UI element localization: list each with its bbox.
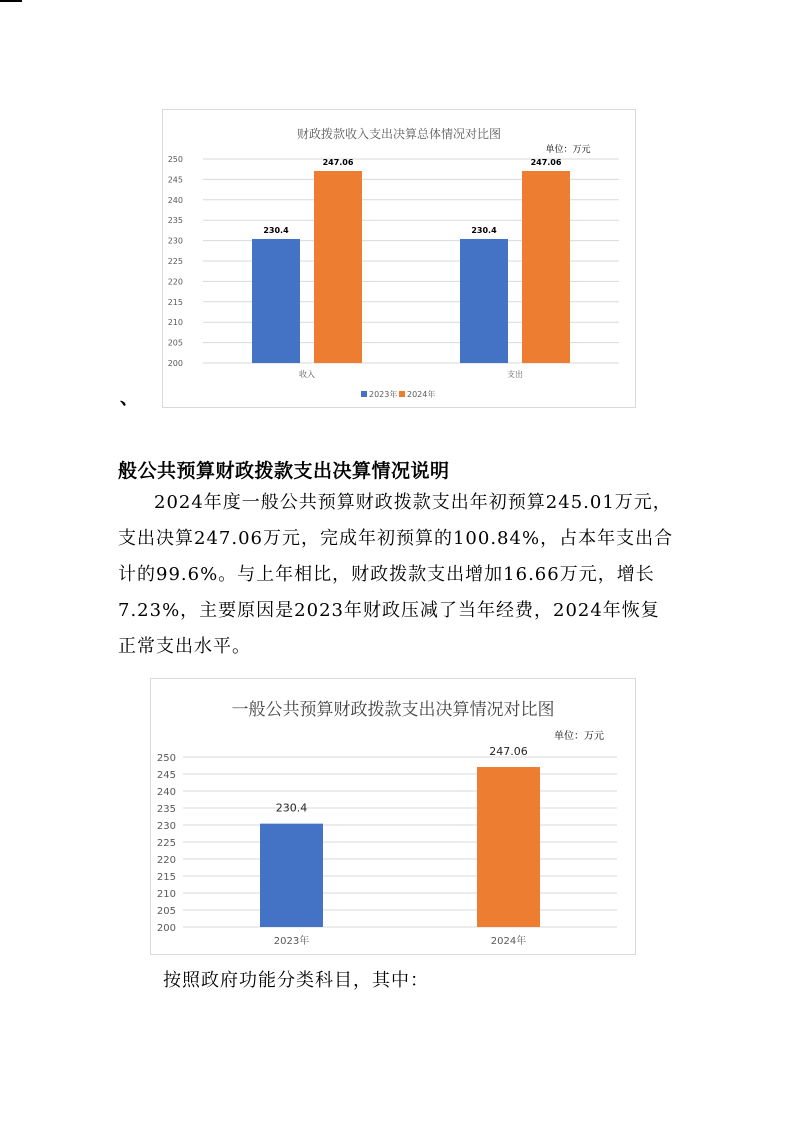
enumeration-comma: 、: [120, 388, 138, 409]
y-tick-label: 245: [167, 175, 183, 185]
overall-comparison-chart: [162, 109, 636, 408]
y-tick-label: 220: [156, 855, 176, 866]
y-tick-label: 250: [156, 753, 176, 764]
bar-2024年-支出: [522, 171, 570, 363]
x-tick-label: 2024年: [490, 936, 527, 947]
section-heading: 般公共预算财政拨款支出决算情况说明: [118, 460, 450, 482]
y-tick-label: 245: [156, 770, 176, 781]
data-label: 247.06: [489, 744, 528, 758]
chart-unit-label: 单位：万元: [545, 145, 591, 155]
bar-2023年-支出: [460, 239, 508, 363]
y-tick-label: 200: [167, 359, 183, 368]
general-budget-expenditure-chart-svg: [151, 679, 635, 954]
y-tick-label: 225: [156, 838, 176, 849]
classification-intro: 按照政府功能分类科目，其中：: [163, 970, 429, 991]
y-tick-label: 240: [167, 195, 183, 205]
y-tick-label: 240: [156, 787, 176, 798]
data-label: 230.4: [263, 225, 289, 235]
chart-title: 财政拨款收入支出决算总体情况对比图: [296, 127, 502, 141]
y-tick-label: 235: [156, 804, 176, 815]
y-tick-label: 210: [167, 318, 183, 328]
chart-title: 一般公共预算财政拨款支出决算情况对比图: [231, 700, 555, 720]
legend-label: 2023年: [369, 390, 398, 399]
data-label: 247.06: [530, 157, 562, 167]
y-tick-label: 230: [156, 821, 176, 832]
data-label: 247.06: [322, 157, 354, 167]
bar-2024年-收入: [314, 171, 362, 363]
general-budget-expenditure-chart: [150, 678, 636, 955]
x-tick-label: 收入: [299, 370, 315, 379]
overall-comparison-chart-svg: [163, 110, 635, 407]
section-number-one: [0, 0, 22, 2]
legend-swatch: [399, 391, 405, 397]
y-tick-label: 235: [167, 216, 183, 226]
legend-label: 2024年: [407, 390, 436, 399]
legend-swatch: [361, 391, 367, 397]
chart-unit-label: 单位：万元: [554, 731, 604, 742]
y-tick-label: 230: [167, 236, 183, 246]
y-tick-label: 200: [156, 923, 176, 934]
y-tick-label: 225: [167, 257, 183, 266]
y-tick-label: 215: [156, 872, 176, 883]
y-tick-label: 205: [156, 906, 176, 917]
x-tick-label: 支出: [507, 370, 523, 379]
x-tick-label: 2023年: [273, 936, 310, 947]
y-tick-label: 215: [167, 297, 183, 307]
y-tick-label: 250: [167, 155, 183, 164]
y-tick-label: 220: [167, 277, 183, 287]
y-tick-label: 210: [156, 889, 176, 900]
bar-2024年: [477, 767, 540, 927]
data-label: 230.4: [471, 225, 497, 235]
y-tick-label: 205: [167, 338, 183, 348]
bar-2023年: [260, 824, 323, 927]
section-paragraph: 2024年度一般公共预算财政拨款支出年初预算245.01万元，支出决算247.06万元，完成年初预算的100.84%，占本年支出合计的99.6%。与上年相比，财政拨款支出增加16.66万元，增长7.23%，主要原因是2023年财政压减了当年经费，2024年恢复正常支出水平。: [118, 492, 674, 657]
bar-2023年-收入: [252, 239, 300, 363]
data-label: 230.4: [275, 801, 308, 815]
